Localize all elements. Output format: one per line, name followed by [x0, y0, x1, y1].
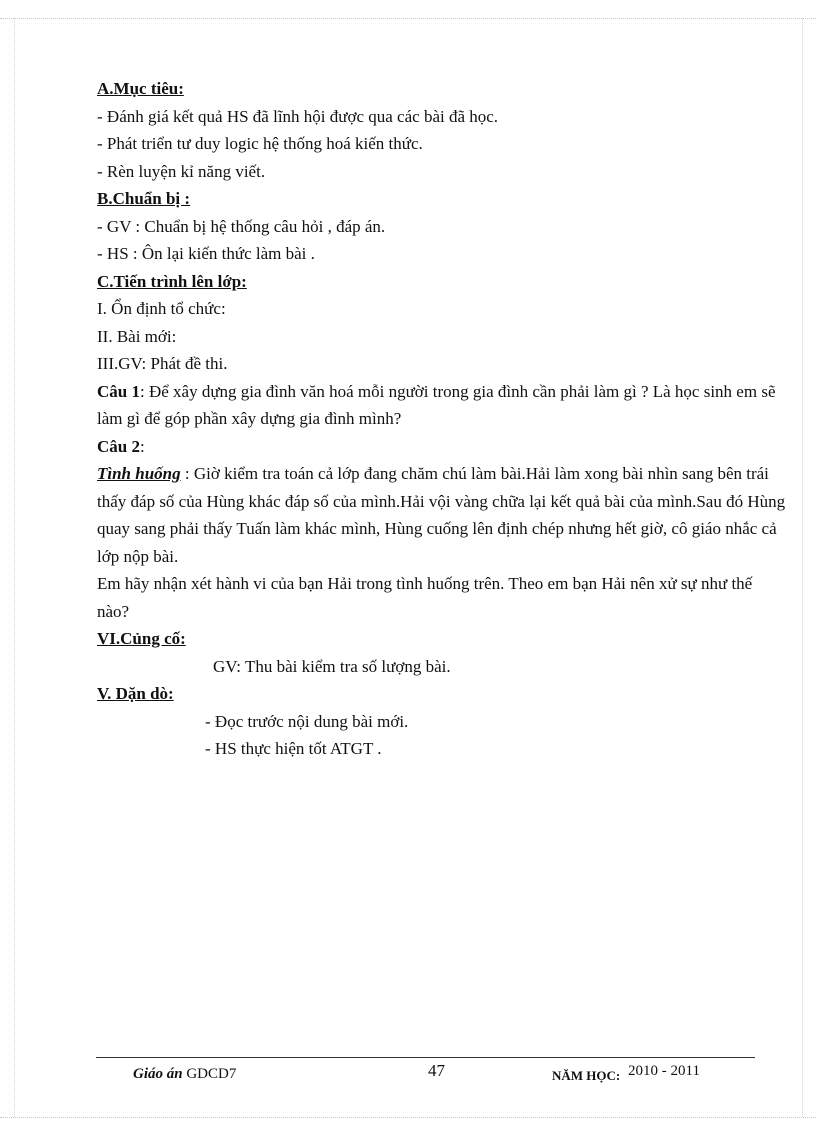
footer-course [133, 1066, 236, 1083]
section-a-item: - Rèn luyện kỉ năng viết. [97, 161, 266, 181]
situation-question: Em hãy nhận xét hành vi của bạn Hải trong tình huống trên. Theo em bạn Hải nên xử sự như thế nào? [97, 574, 753, 621]
section-a-item: - Đánh giá kết quả HS đã lĩnh hội được qua các bài đã học. [97, 106, 499, 126]
situation-label: Tình huống [97, 464, 181, 483]
question-2-label: Câu 2 [97, 436, 140, 456]
situation-text: : Giờ kiểm tra toán cả lớp đang chăm chú làm bài.Hải làm xong bài nhìn sang bên trái thấy đáp số của Hùng khác đáp số của mình.Hải vội vàng chữa lại kết quả bài của mình.Sau đó Hùng quay sang phải thấy Tuấn làm khác mình, Hùng cuống lên định chép nhưng hết giờ, cô giáo nhắc cả lớp nộp bài. [97, 464, 786, 566]
section-c-item: III.GV: Phát đề thi. [97, 354, 228, 373]
question-1 [97, 378, 787, 433]
section-d-title: VI.Củng cố: [97, 629, 186, 648]
page-border-top [0, 18, 816, 19]
page-number: 47 [428, 1061, 445, 1080]
lesson-content [97, 75, 787, 763]
question-2 [97, 433, 787, 461]
section-d-item: GV: Thu bài kiểm tra số lượng bài. [213, 656, 451, 676]
question-1-text: : Để xây dựng gia đình văn hoá mỗi người trong gia đình cần phải làm gì ? Là học sinh em sẽ làm gì để góp phần xây dựng gia đình mình? [97, 381, 776, 428]
section-c-title: C.Tiến trình lên lớp: [97, 271, 247, 291]
section-e-item: - HS thực hiện tốt ATGT . [205, 739, 382, 758]
footer-year: 2010 - 2011 [628, 1063, 700, 1079]
section-b-item: - HS : Ôn lại kiến thức làm bài . [97, 244, 315, 263]
page-border-left [14, 18, 15, 1117]
section-b-item: - GV : Chuẩn bị hệ thống câu hỏi , đáp án. [97, 216, 386, 236]
section-a-title: A.Mục tiêu: [97, 79, 184, 98]
section-e-item: - Đọc trước nội dung bài mới. [205, 711, 409, 731]
section-c-item: I. Ổn định tổ chức: [97, 299, 226, 318]
section-b-title: B.Chuẩn bị : [97, 189, 191, 208]
question-1-label: Câu 1 [97, 381, 140, 401]
question-2-suffix: : [139, 436, 145, 456]
footer-course-code: GDCD7 [182, 1066, 237, 1082]
page-border-bottom [0, 1117, 816, 1118]
footer-course-italic: Giáo án [133, 1066, 183, 1082]
situation-paragraph [97, 460, 787, 570]
section-c-item: II. Bài mới: [97, 326, 177, 346]
footer-year-label: NĂM HỌC: [552, 1068, 621, 1083]
footer-rule [96, 1057, 755, 1058]
section-e-title: V. Dặn dò: [97, 684, 174, 703]
section-a-item: - Phát triển tư duy logic hệ thống hoá kiến thức. [97, 134, 423, 153]
page-border-right [802, 18, 803, 1117]
